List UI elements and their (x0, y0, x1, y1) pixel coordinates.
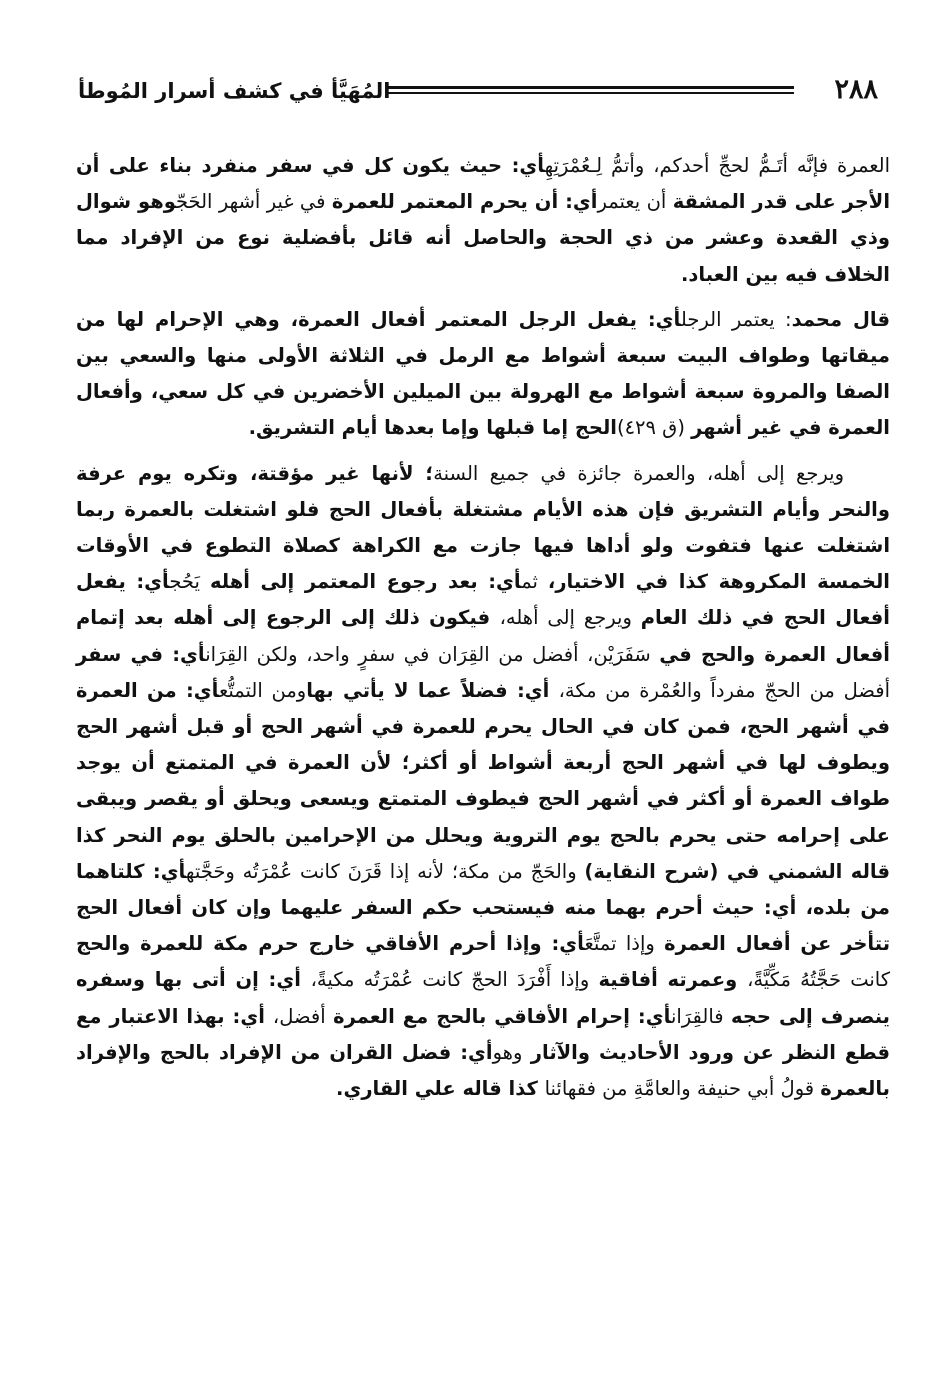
commentary-text: أي: حيث يكون كل في سفر منفرد بناء على أن الأجر على قدر المشقة (76, 154, 891, 214)
matn-text: ثم (521, 570, 548, 594)
commentary-text: أي: بهذا الاعتبار مع قطع النظر عن ورود الأحاديث والآثار (76, 1004, 890, 1064)
matn-text: وإذا تمتَّعَ (584, 932, 665, 956)
commentary-text: أي: وإذا أحرم الأفاقي خارج حرم مكة للعمرة والحج (76, 932, 585, 956)
matn-text: وإذا أَفْرَدَ الحجّ كانت عُمْرَتُه مكيةً، (310, 968, 599, 992)
commentary-text: كذا قاله علي القاري. (336, 1077, 545, 1101)
commentary-text: أي: حيث أحرم بهما منه فيستحب حكم السفر عليهما وإن كان أفعال الحج تتأخر عن أفعال العمرة (76, 896, 891, 956)
commentary-text: الحج إما قبلها وإما بعدها أيام التشريق. (248, 416, 617, 440)
matn-text: ومن التمتُّع (218, 678, 307, 702)
commentary-text: أي: فضل القران من الإفراد بالحج والإفراد بالعمرة (76, 1040, 890, 1101)
commentary-text: أي: فضلاً عما لا يأتي بها (306, 678, 559, 702)
matn-text: أفضل من الحجّ مفرداً والعُمْرة من مكة، (558, 678, 890, 702)
page-header (78, 72, 878, 112)
commentary-text: أي: في سفر (76, 642, 206, 666)
matn-text: أن يعتمر (597, 190, 673, 214)
commentary-text: أي: يفعل أفعال الحج في ذلك العام (76, 570, 890, 630)
matn-text: ويرجع إلى أهله، والعمرة جائزة في جميع السنة (433, 461, 844, 485)
matn-text: يَحُج (169, 570, 210, 594)
commentary-text: أي: كلتاهما من بلده، (76, 859, 890, 920)
matn-text: في غير أشهر الحَجّ (175, 190, 332, 214)
matn-text: سَفَرَيْن، أفضل من القِرَان في سفرٍ واحد، ولكن القِرَان (205, 642, 660, 666)
commentary-text: وعمرته أفاقية (598, 968, 748, 992)
matn-text: كانت حَجَّتُهُ مَكِّيَّةً، (747, 968, 891, 992)
commentary-text: ؛ لأنها غير مؤقتة، وتكره يوم عرفة والنحر وأيام التشريق فإن هذه الأيام مشتغلة بأفعال الحج فلو اشتغلت بالعمرة ربما اشتغلت عنها فتفوت ولو أداها فيها جازت مع الكراهة كصلاة التطوع في الأوقات الخمسة المكروهة كذا في الاختيار، (76, 461, 890, 594)
paragraph (76, 302, 890, 447)
matn-text: والحَجّ من مكة؛ لأنه إذا قَرَنَ كانت عُمْرَتُه وحَجَّته (185, 859, 585, 883)
matn-text: وهو (492, 1040, 531, 1064)
matn-text: أفضل، (272, 1004, 334, 1028)
paragraph (76, 148, 890, 293)
matn-text: قولُ أبي حنيفة والعامَّةِ من فقهائنا (544, 1077, 821, 1101)
paragraph (76, 456, 890, 1108)
commentary-text: أي: يفعل الرجل المعتمر أفعال العمرة، وهي الإحرام لها من ميقاتها وطواف البيت سبعة أشواط مع الرمل في الثلاثة الأولى منها والسعي بين الصفا والمروة سبعة أشواط مع الهرولة بين الميلين الأخضرين في كل سعي، وأفعال العمرة في غير أشهر (76, 307, 890, 440)
matn-text: (ق ٤٢٩) (616, 416, 692, 440)
running-title: المُهَيَّأ في كشف أسرار المُوطأ (78, 79, 391, 103)
commentary-text: فيكون ذلك إلى الرجوع إلى أهله بعد إتمام أفعال العمرة والحج في (76, 606, 890, 666)
body-text (76, 148, 890, 1116)
commentary-text: أي: أن يحرم المعتمر للعمرة (331, 190, 598, 214)
matn-text: العمرة فإنَّه أتَـمُّ لحجِّ أحدكم، وأتمُّ لِـعُمْرَتِهِ (544, 154, 890, 177)
commentary-text: وهو شوال وذي القعدة وعشر من ذي الحجة والحاصل أنه قائل بأفضلية نوع من الإفراد مما الخلاف فيه بين العباد. (76, 190, 890, 286)
commentary-text: أي: من العمرة في أشهر الحج، فمن كان في الحال يحرم للعمرة في أشهر الحج أو قبل أشهر الحج ويطوف لها في أشهر الحج أربعة أشواط أو أكثر؛ لأن العمرة في المتمتع أن يوجد طواف العمرة أو أكثر في أشهر الحج فيطوف المتمتع ويسعى ويحلق أو يقصر ويبقى على إحرامه حتى يحرم بالحج يوم التروية ويحلل من الإحرامين بالحلق يوم النحر كذا قاله الشمني في (شرح النقاية) (76, 678, 890, 883)
matn-text: : يعتمر الرجل (680, 307, 792, 331)
commentary-text: أي: إحرام الأفاقي بالحج مع العمرة (333, 1004, 671, 1028)
commentary-text: قال محمد (791, 307, 891, 331)
commentary-text: أي: بعد رجوع المعتمر إلى أهله (209, 570, 522, 594)
header-rule (388, 86, 794, 89)
matn-text: فالقِرَان (670, 1004, 732, 1028)
matn-text: ويرجع إلى أهله، (499, 606, 641, 630)
commentary-text: أي: إن أتى بها وسفره ينصرف إلى حجه (76, 968, 890, 1028)
header-rule-thin (388, 92, 794, 94)
page-number: ٢٨٨ (834, 74, 878, 105)
